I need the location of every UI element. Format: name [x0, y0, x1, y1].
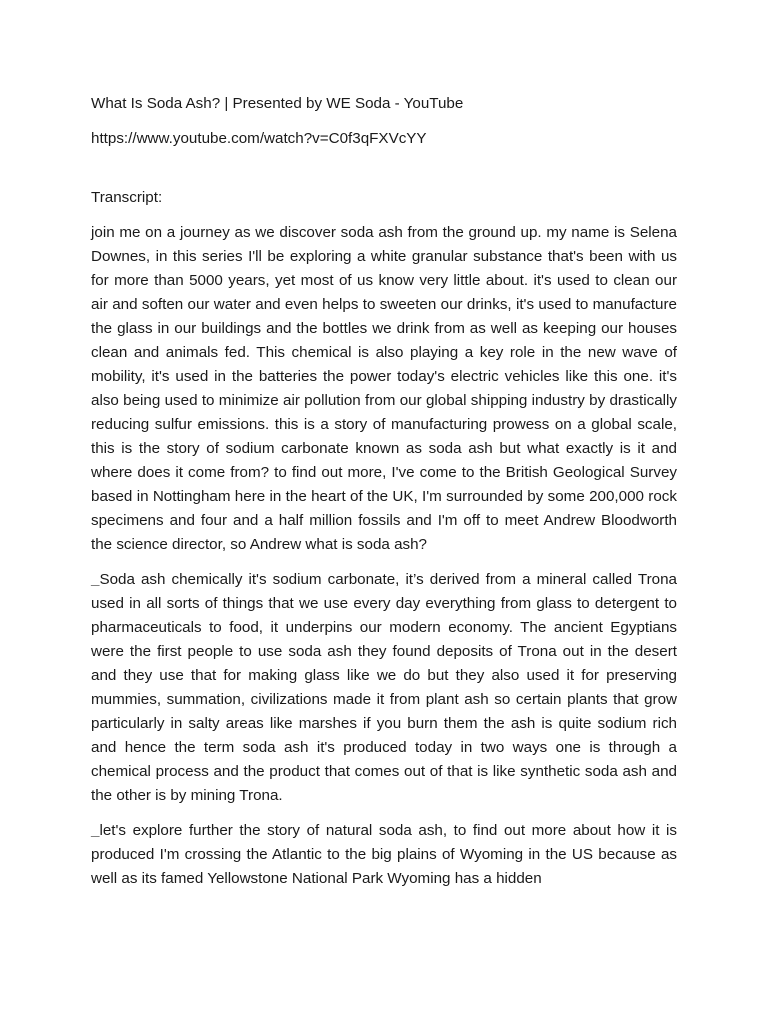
paragraph-text: join me on a journey as we discover soda ash from the ground up. my name is Selena Downes, in this series I'll be exploring a white granular substance that's been with us for more than 5000 years, yet most of us know very little about. it's used to clean our air and soften our water and even helps to sweeten our drinks, it's used to manufacture the glass in our buildings and the bottles we drink from as well as keeping our houses clean and animals fed. This chemical is also playing a key role in the new wave of mobility, it's used in the batteries the power today's electric vehicles like this one. it's also being used to minimize air pollution from our global shipping industry by drastically reducing sulfur emissions. this is a story of manufacturing prowess on a global scale, this is the story of sodium carbonate known as soda ash but what exactly is it and where does it come from? to find out more, I've come to the British Geological Survey based in Nottingham here in the heart of the UK, I'm surrounded by some 200,000 rock specimens and four and a half million fossils and I'm off to meet Andrew Bloodworth the science director, so Andrew what is soda ash?: [91, 224, 677, 553]
transcript-paragraph-2: [91, 568, 677, 808]
document-content: [91, 92, 677, 891]
transcript-paragraph-3: [91, 819, 677, 891]
paragraph-text: Soda ash chemically it's sodium carbonate, it’s derived from a mineral called Trona used in all sorts of things that we use every day everything from glass to detergent to pharmaceuticals to food, it underpins our modern economy. The ancient Egyptians were the first people to use soda ash they found deposits of Trona out in the desert and they use that for making glass like we do but they also used it for preserving mummies, summation, civilizations made it from plant ash so certain plants that grow particularly in salty areas like marshes if you burn them the ash is quite sodium rich and hence the term soda ash it's produced today in two ways one is through a chemical process and the product that comes out of that is like synthetic soda ash and the other is by mining Trona.: [91, 571, 677, 804]
transcript-paragraph-1: [91, 221, 677, 557]
paragraph-text: let's explore further the story of natural soda ash, to find out more about how it is produced I'm crossing the Atlantic to the big plains of Wyoming in the US because as well as its famed Yellowstone National Park Wyoming has a hidden: [91, 822, 677, 887]
video-title: What Is Soda Ash? | Presented by WE Soda - YouTube: [91, 95, 464, 112]
video-url: https://www.youtube.com/watch?v=C0f3qFXVcYY: [91, 130, 427, 147]
paragraph-marker: _: [91, 571, 100, 588]
transcript-label: Transcript:: [91, 189, 163, 206]
paragraph-marker: _: [91, 822, 100, 839]
